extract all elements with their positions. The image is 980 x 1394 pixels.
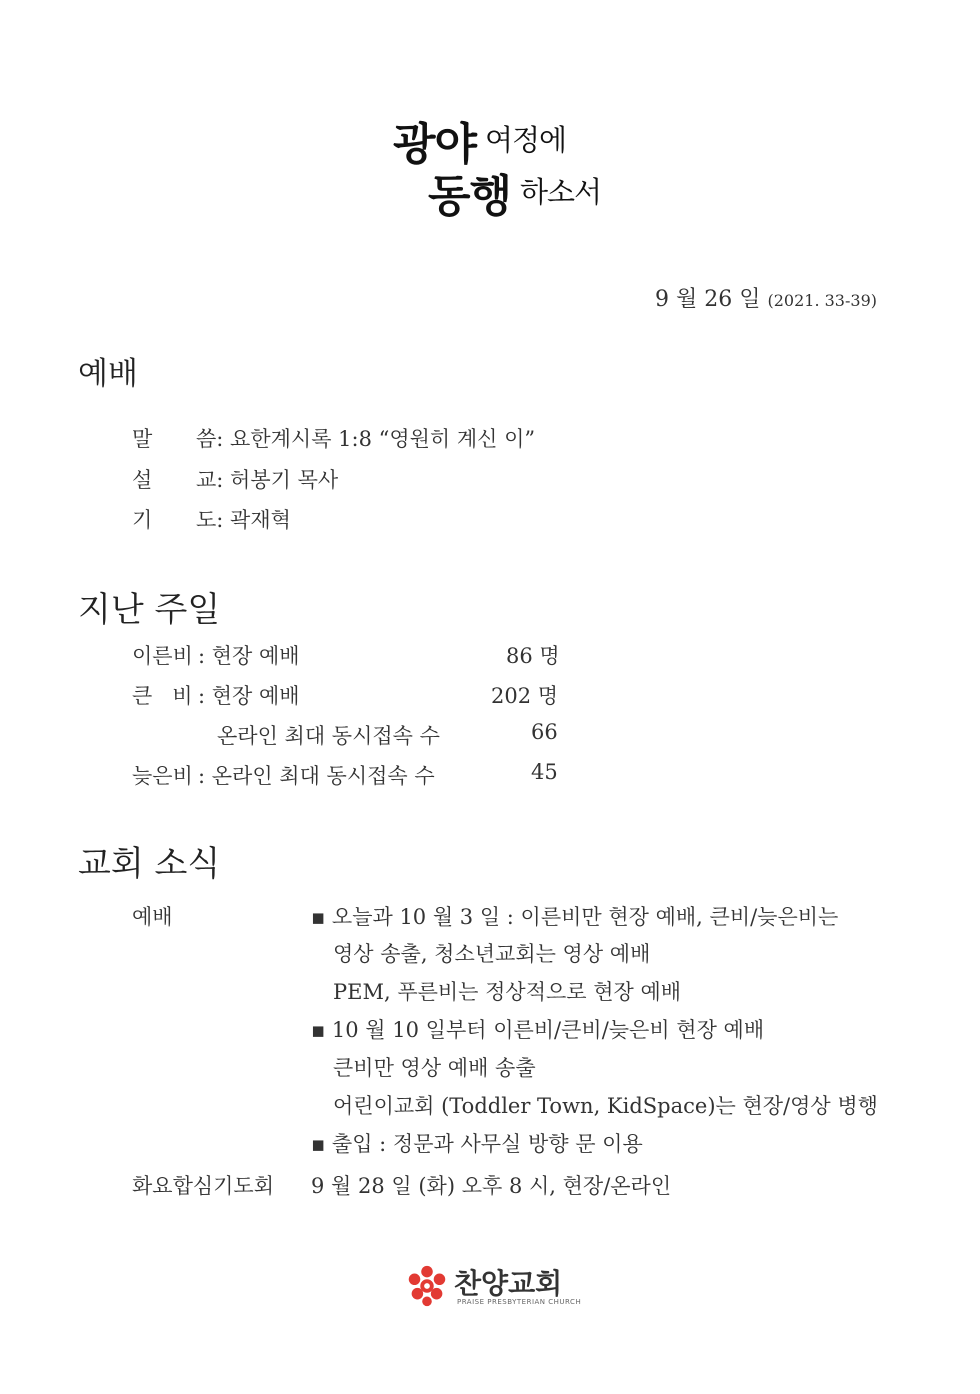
news-line: ▪ 오늘과 10 월 3 일 : 이른비만 현장 예배, 큰비/늦은비는 xyxy=(311,905,839,929)
news-worship-label: 예배 xyxy=(132,905,173,929)
attendance-desc: : 온라인 최대 동시접속 수 xyxy=(198,764,435,788)
worship-row xyxy=(196,504,291,534)
attendance-desc: : 현장 예배 xyxy=(198,684,300,708)
tuesday-prayer-value: 9 월 28 일 (화) 오후 8 시, 현장/온라인 xyxy=(311,1174,672,1198)
title-line2-big: 동행 xyxy=(428,171,512,222)
last-week-heading: 지난 주일 xyxy=(78,590,221,630)
worship-row xyxy=(132,423,152,453)
worship-row xyxy=(196,464,338,494)
news-line: 어린이교회 (Toddler Town, KidSpace)는 현장/영상 병행 xyxy=(333,1094,878,1118)
row-label: 말 xyxy=(132,427,153,451)
worship-row xyxy=(132,504,152,534)
row-label: 설 xyxy=(132,468,153,492)
row-value: : 곽재혁 xyxy=(216,508,291,532)
date-sub: (2021. 33-39) xyxy=(767,291,877,310)
attendance-desc: 온라인 최대 동시접속 수 xyxy=(217,724,440,748)
row-label2: 씀 xyxy=(196,427,217,451)
row-label: 기 xyxy=(132,508,153,532)
attendance-count: 66 xyxy=(531,720,558,744)
attendance-desc: : 현장 예배 xyxy=(198,644,300,668)
title-line1-small: 여정에 xyxy=(485,123,567,157)
title-line2-small: 하소서 xyxy=(520,175,602,209)
attendance-label: 이른비 xyxy=(132,644,193,668)
church-flower-icon xyxy=(403,1262,451,1310)
date-main: 9 월 26 일 xyxy=(655,287,761,312)
row-label2: 도 xyxy=(196,508,217,532)
news-line: ▪ 10 월 10 일부터 이른비/큰비/늦은비 현장 예배 xyxy=(311,1018,765,1042)
church-news-heading: 교회 소식 xyxy=(78,844,221,884)
bulletin-date xyxy=(655,282,877,313)
worship-row xyxy=(132,464,152,494)
attendance-label: 늦은비 xyxy=(132,764,193,788)
worship-heading: 예배 xyxy=(78,356,138,392)
row-value: : 허봉기 목사 xyxy=(216,468,339,492)
news-line: 영상 송출, 청소년교회는 영상 예배 xyxy=(333,942,651,966)
church-name: 찬양교회 xyxy=(454,1267,563,1300)
news-line: PEM, 푸른비는 정상적으로 현장 예배 xyxy=(333,980,682,1004)
attendance-count: 45 xyxy=(531,760,558,784)
tuesday-prayer-label: 화요합심기도회 xyxy=(132,1174,275,1198)
news-line: ▪ 출입 : 정문과 사무실 방향 문 이용 xyxy=(311,1132,643,1156)
church-subtitle: PRAISE PRESBYTERIAN CHURCH xyxy=(457,1298,582,1306)
row-value: : 요한계시록 1:8 “영원히 계신 이” xyxy=(216,427,536,451)
attendance-label: 큰 비 xyxy=(132,684,193,708)
title-line1-big: 광야 xyxy=(393,119,477,170)
worship-row xyxy=(196,423,535,453)
news-line: 큰비만 영상 예배 송출 xyxy=(333,1056,536,1080)
row-label2: 교 xyxy=(196,468,217,492)
attendance-count: 86 명 xyxy=(506,644,560,668)
attendance-count: 202 명 xyxy=(491,684,559,708)
